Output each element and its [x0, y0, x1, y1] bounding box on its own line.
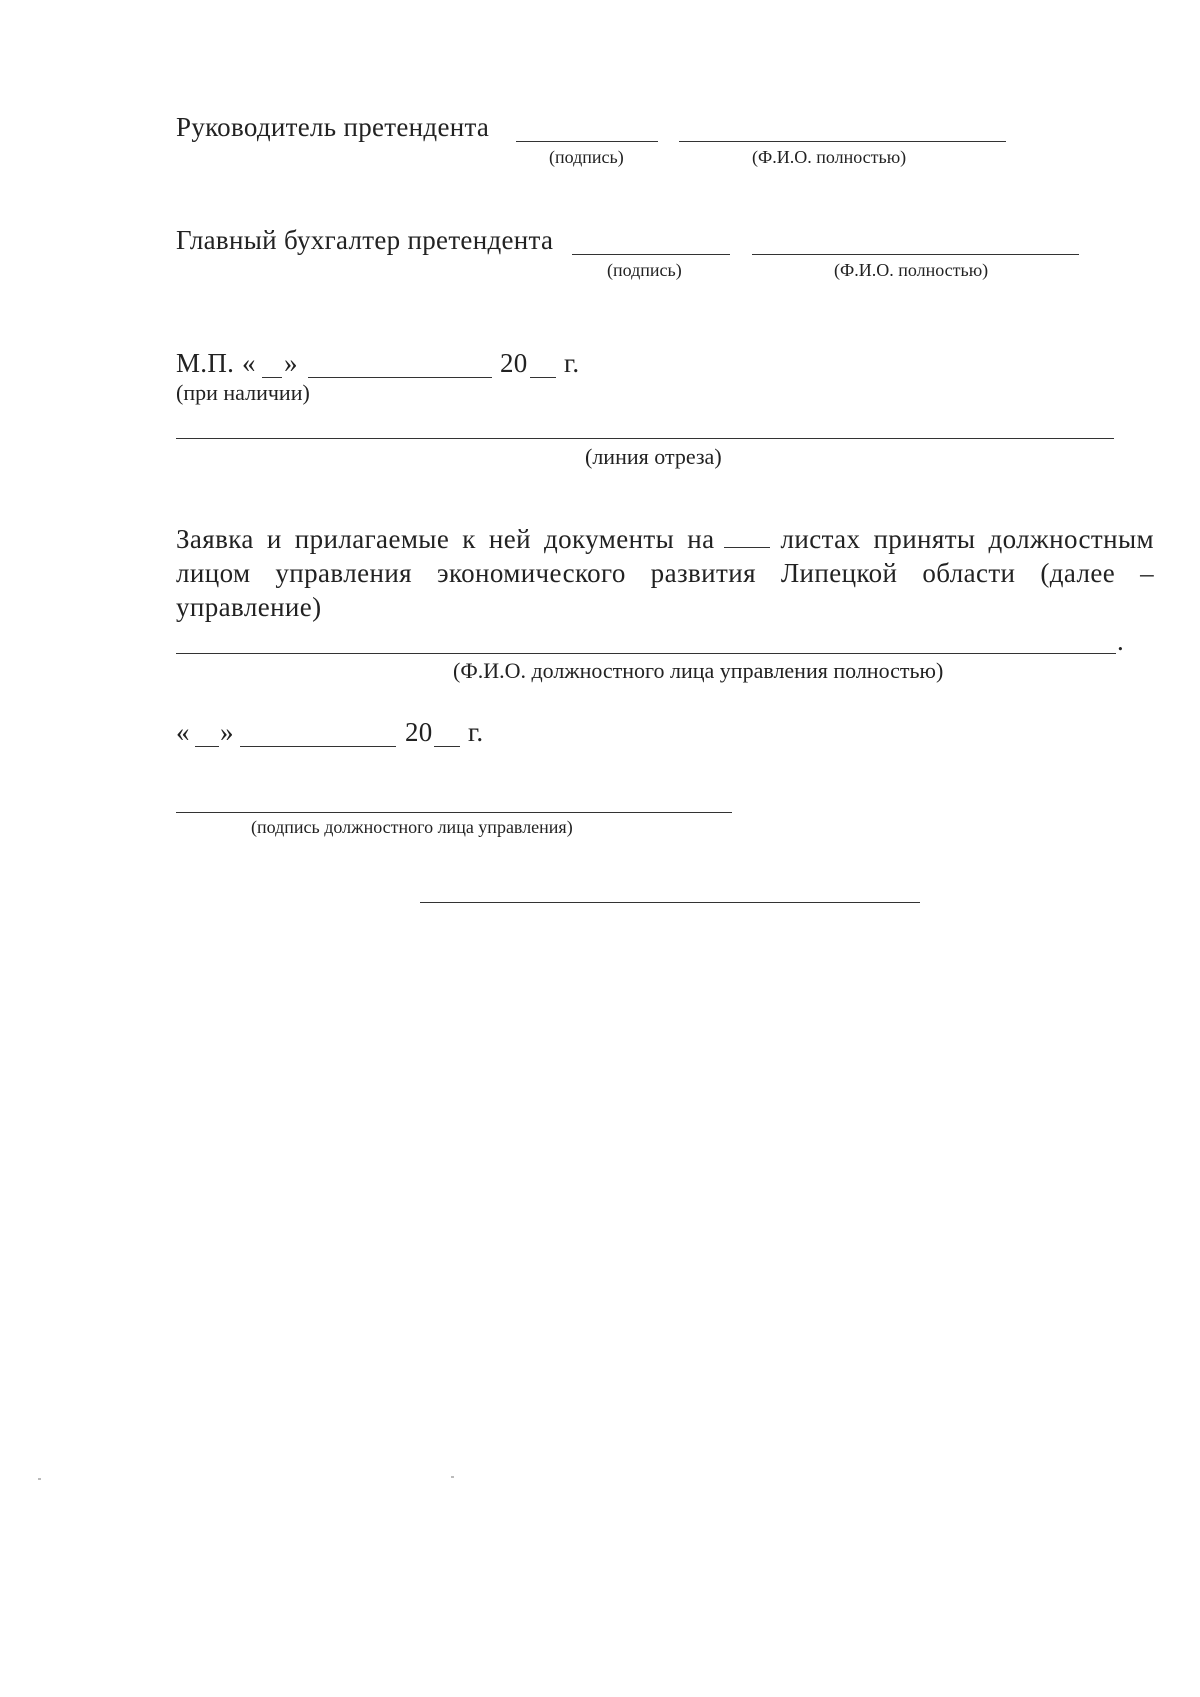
cut-line-caption: (линия отреза): [585, 444, 722, 469]
stamp-month-blank[interactable]: [308, 377, 492, 378]
official-signature-caption: (подпись должностного лица управления): [251, 817, 573, 837]
chief-accountant-signature-caption: (подпись): [607, 260, 682, 280]
sheets-count-blank[interactable]: [724, 527, 770, 548]
official-name-line[interactable]: [176, 653, 1116, 654]
chief-accountant-name-caption: (Ф.И.О. полностью): [834, 260, 989, 280]
receipt-month-blank[interactable]: [240, 746, 396, 747]
applicant-head-signature-line[interactable]: [516, 141, 658, 142]
stamp-year-prefix: 20: [500, 348, 528, 378]
chief-accountant-name-line[interactable]: [752, 254, 1079, 255]
receipt-date-open-quote: «: [176, 717, 190, 747]
receipt-text-after: листах приняты должностным лицом управления экономического развития Липецкой области (далее – управление): [176, 524, 1154, 622]
stamp-year-blank[interactable]: [530, 377, 556, 378]
official-name-caption: (Ф.И.О. должностного лица управления полностью): [453, 658, 944, 683]
stamp-year-suffix: г.: [564, 348, 580, 378]
stamp-date-close-quote: »: [284, 348, 298, 378]
chief-accountant-signature-line[interactable]: [572, 254, 730, 255]
applicant-head-name-caption: (Ф.И.О. полностью): [752, 147, 907, 167]
closing-separator-line: [420, 902, 920, 903]
cut-line: [176, 438, 1114, 439]
applicant-head-label: Руководитель претендента: [176, 112, 490, 142]
receipt-year-suffix: г.: [468, 717, 484, 747]
applicant-head-signature-caption: (подпись): [549, 147, 624, 167]
receipt-date-close-quote: »: [220, 717, 234, 747]
receipt-day-blank[interactable]: [195, 746, 219, 747]
scan-speck: [38, 1478, 41, 1480]
chief-accountant-label: Главный бухгалтер претендента: [176, 225, 554, 255]
receipt-text-before: Заявка и прилагаемые к ней документы на: [176, 524, 715, 554]
official-name-line-dot: .: [1117, 626, 1125, 656]
receipt-paragraph: [176, 522, 1154, 624]
scan-speck: [451, 1476, 454, 1478]
stamp-date-open-quote: «: [242, 348, 256, 378]
stamp-day-blank[interactable]: [262, 377, 282, 378]
official-signature-line[interactable]: [176, 812, 732, 813]
stamp-label: М.П.: [176, 348, 235, 378]
applicant-head-name-line[interactable]: [679, 141, 1006, 142]
receipt-year-prefix: 20: [405, 717, 433, 747]
receipt-year-blank[interactable]: [434, 746, 460, 747]
stamp-note: (при наличии): [176, 380, 310, 405]
